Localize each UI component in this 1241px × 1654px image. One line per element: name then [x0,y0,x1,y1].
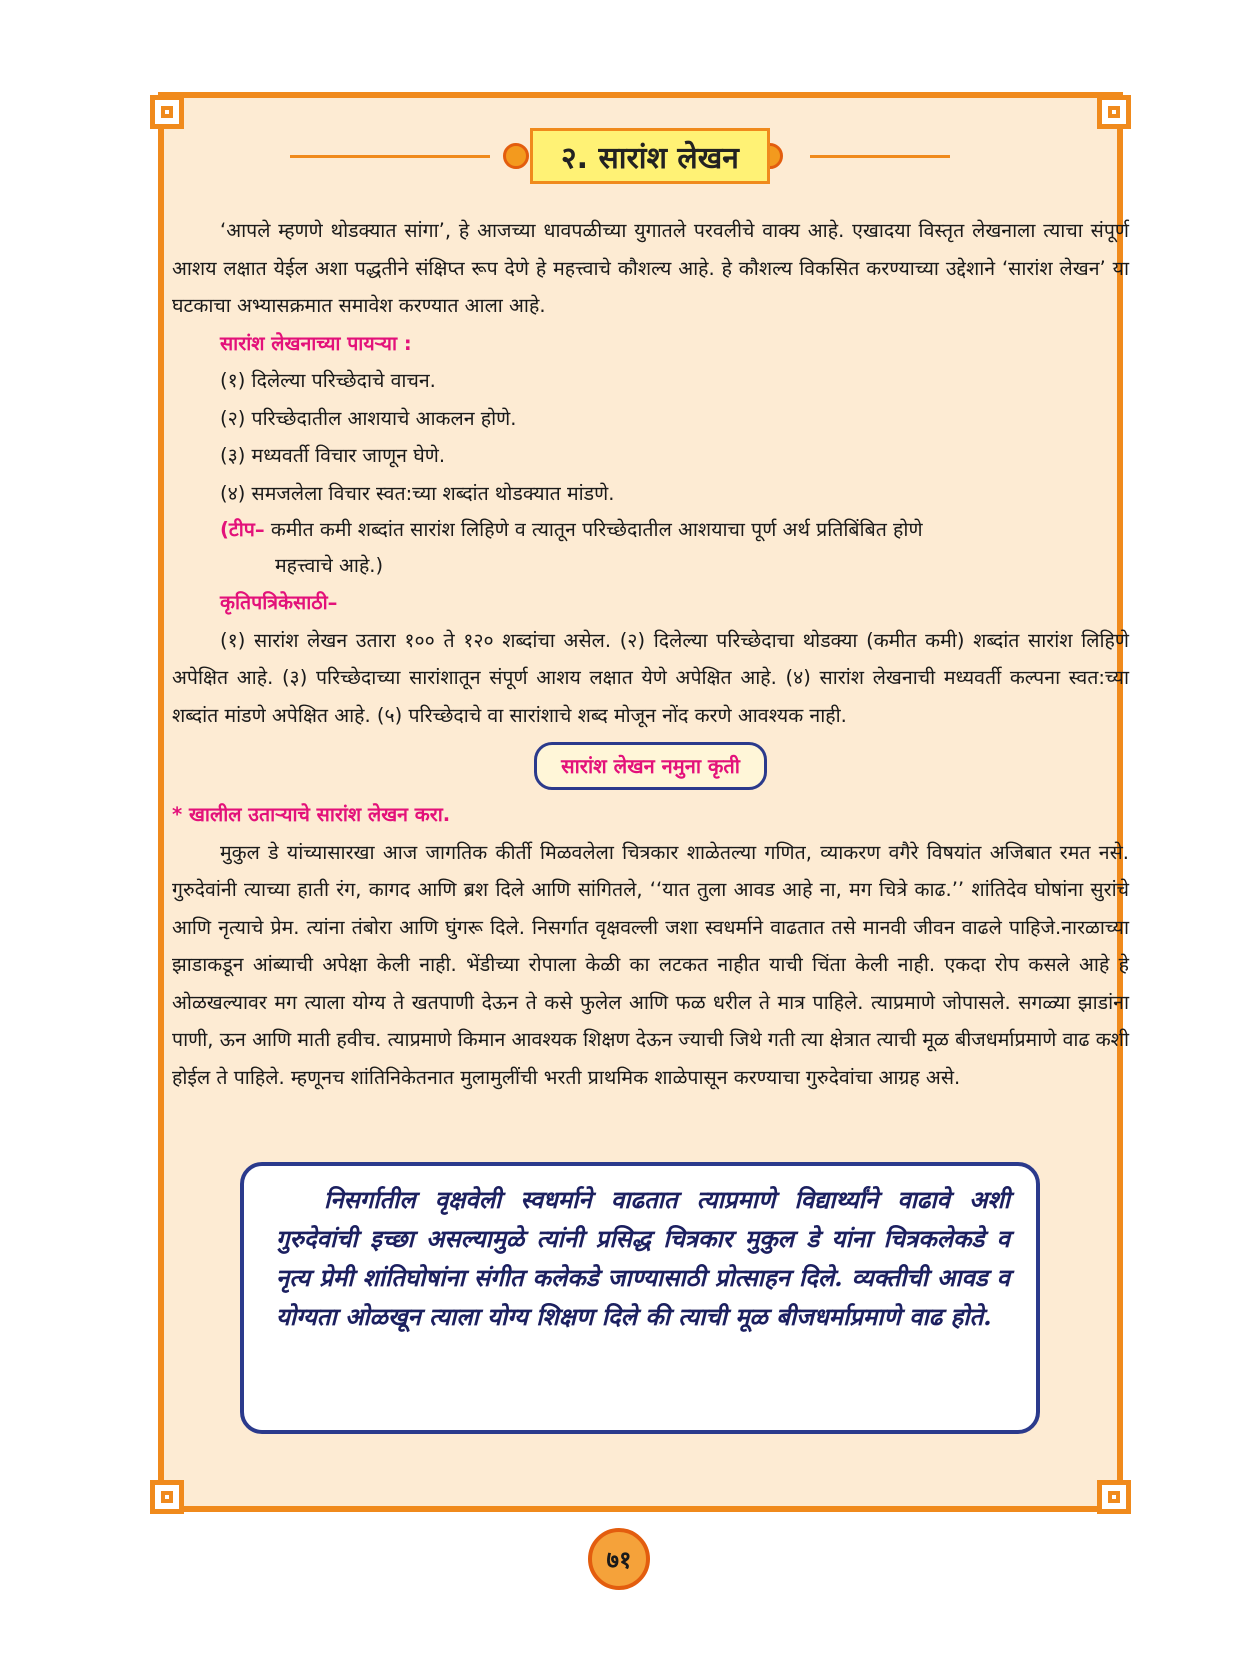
title-rule-left [290,155,490,158]
step-item: (१) दिलेल्या परिच्छेदाचे वाचन. [220,369,436,392]
title-dot-left [503,143,529,169]
corner-ornament [1097,95,1131,129]
summary-box [240,1162,1040,1434]
tip-line-2: महत्त्वाचे आहे.) [275,554,384,577]
sample-wrap [172,742,1129,790]
main-content [172,212,1129,1096]
title-rule-right [810,155,950,158]
steps-heading: सारांश लेखनाच्या पायऱ्या : [220,331,412,355]
tip-note [172,512,1129,584]
question-heading: * खालील उताऱ्याचे सारांश लेखन करा. [172,803,451,826]
corner-ornament [150,95,184,129]
step-item: (२) परिच्छेदातील आशयाचे आकलन होणे. [220,406,517,430]
tip-line-1: कमीत कमी शब्दांत सारांश लिहिणे व त्यातून परिच्छेदातील आशयाचा पूर्ण अर्थ प्रतिबिंबित होणे [264,518,923,541]
step-item: (३) मध्यवर्ती विचार जाणून घेणे. [220,444,446,467]
worksheet-text: (१) सारांश लेखन उतारा १०० ते १२० शब्दांचा असेल. (२) दिलेल्या परिच्छेदाचा थोडक्या (कमीत कमी) शब्दांत सारांश लिहिणे अपेक्षित आहे. (३) परिच्छेदाच्या सारांशातून संपूर्ण आशय लक्षात येणे अपेक्षित आहे. (४) सारांश लेखनाची मध्यवर्ती कल्पना स्वत:च्या शब्दांत मांडणे अपेक्षित आहे. (५) परिच्छेदाचे वा सारांशाचे शब्द मोजून नोंद करणे आवश्यक नाही. [172,628,1129,727]
sample-label: सारांश लेखन नमुना कृती [534,742,767,790]
summary-text: निसर्गातील वृक्षवेली स्वधर्माने वाढतात त्याप्रमाणे विद्यार्थ्यांने वाढावे अशी गुरुदेवांची इच्छा असल्यामुळे त्यांनी प्रसिद्ध चित्रकार मुकुल डे यांना चित्रकलेकडे व नृत्य प्रेमी शांतिघोषांना संगीत कलेकडे जाण्यासाठी प्रोत्साहन दिले. व्यक्तीची आवड व योग्यता ओळखून त्याला योग्य शिक्षण दिले की त्याची मूळ बीजधर्माप्रमाणे वाढ होते. [276,1185,1010,1331]
worksheet-heading: कृतिपत्रिकेसाठी– [220,591,338,614]
corner-ornament [150,1480,184,1514]
step-item: (४) समजलेला विचार स्वत:च्या शब्दांत थोडक्यात मांडणे. [220,481,615,505]
page-title: २. सारांश लेखन [530,128,770,184]
intro-paragraph: ‘आपले म्हणणे थोडक्यात सांगा’, हे आजच्या धावपळीच्या युगातले परवलीचे वाक्य आहे. एखादया विस्तृत लेखनाला त्याचा संपूर्ण आशय लक्षात येईल अशा पद्धतीने संक्षिप्त रूप देणे हे महत्त्वाचे कौशल्य आहे. हे कौशल्य विकसित करण्याच्या उद्देशाने ‘सारांश लेखन’ या घटकाचा अभ्यासक्रमात समावेश करण्यात आला आहे. [172,219,1129,317]
corner-ornament [1097,1480,1131,1514]
page-number: ७१ [588,1528,650,1590]
tip-label: (टीप– [220,518,265,541]
passage-paragraph: मुकुल डे यांच्यासारखा आज जागतिक कीर्ती मिळवलेला चित्रकार शाळेतल्या गणित, व्याकरण वगैरे विषयांत अजिबात रमत नसे. गुरुदेवांनी त्याच्या हाती रंग, कागद आणि ब्रश दिले आणि सांगितले, ‘‘यात तुला आवड आहे ना, मग चित्रे काढ.’’ शांतिदेव घोषांना सुरांचे आणि नृत्याचे प्रेम. त्यांना तंबोरा आणि घुंगरू दिले. निसर्गात वृक्षवल्ली जशा स्वधर्माने वाढतात तसे मानवी जीवन वाढले पाहिजे.नारळाच्या झाडाकडून आंब्याची अपेक्षा केली नाही. भेंडीच्या रोपाला केळी का लटकत नाहीत याची चिंता केली नाही. एकदा रोप कसले आहे हे ओळखल्यावर मग त्याला योग्य ते खतपाणी देऊन ते कसे फुलेल आणि फळ धरील ते मात्र पाहिले. त्याप्रमाणे जोपासले. सगळ्या झाडांना पाणी, ऊन आणि माती हवीच. त्याप्रमाणे किमान आवश्यक शिक्षण देऊन ज्याची जिथे गती त्या क्षेत्रात त्याची मूळ बीजधर्माप्रमाणे वाढ कशी होईल ते पाहिले. म्हणूनच शांतिनिकेतनात मुलामुलींची भरती प्राथमिक शाळेपासून करण्याचा गुरुदेवांचा आग्रह असे. [172,840,1129,1089]
